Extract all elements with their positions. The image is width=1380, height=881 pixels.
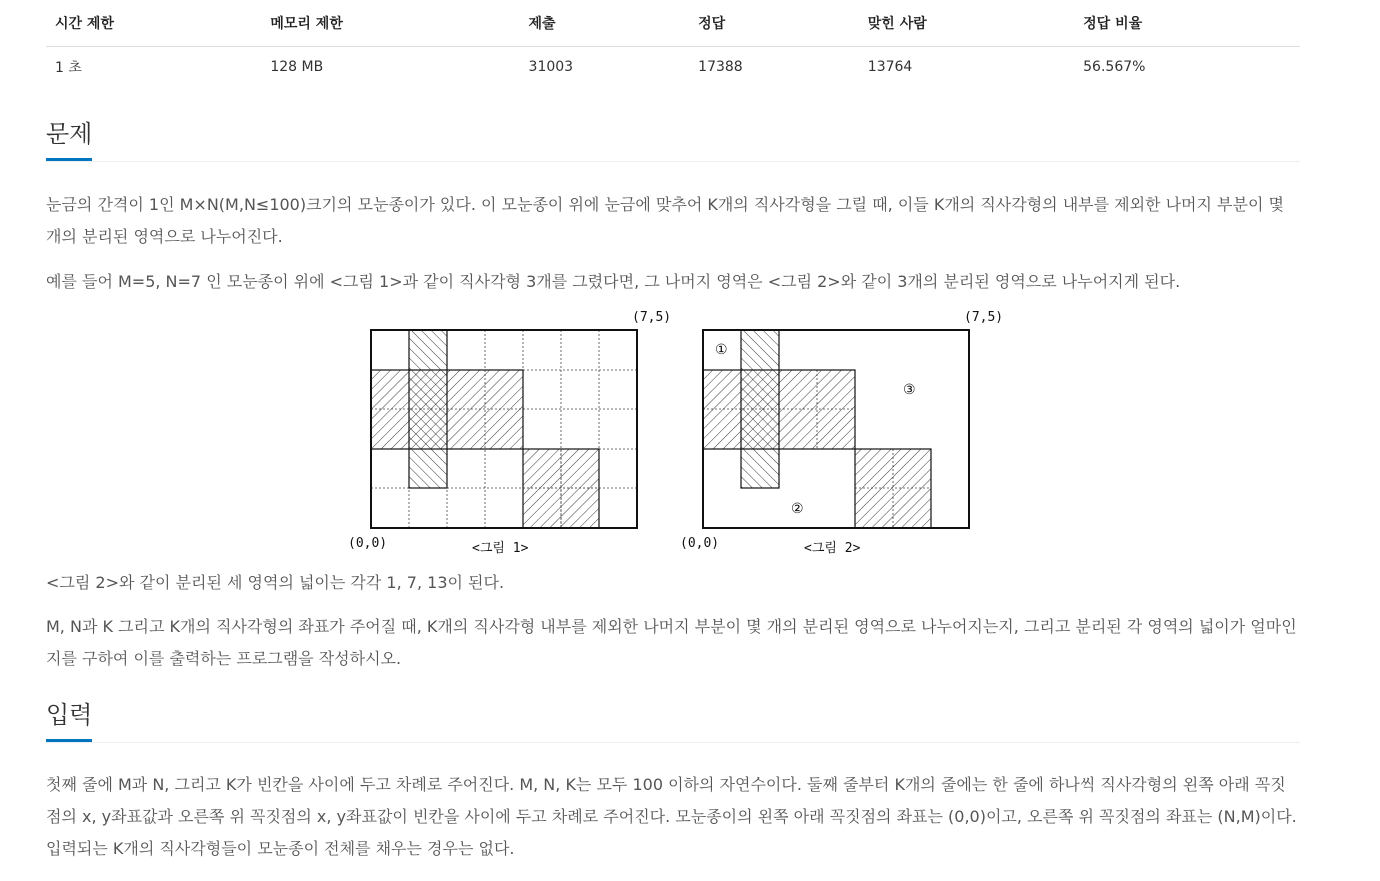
problem-paragraph-4: M, N과 K 그리고 K개의 직사각형의 좌표가 주어질 때, K개의 직사각형 내부를 제외한 나머지 부분이 몇 개의 분리된 영역으로 나누어지는지, 그리고 분리된 각 영역의 넓이가 얼마인지를 구하여 이를 출력하는 프로그램을 작성하시오. — [46, 617, 1297, 668]
problem-info-table — [46, 0, 1300, 87]
value-accept-ratio: 56.567% — [1083, 59, 1146, 75]
header-accepted: 정답 — [689, 0, 859, 47]
figure-2-corner: (7,5) — [964, 310, 1004, 325]
problem-figure — [340, 306, 1020, 566]
info-header-row — [46, 0, 1300, 47]
figure-1 — [371, 330, 637, 528]
input-description — [46, 769, 1300, 865]
header-submissions: 제출 — [520, 0, 690, 47]
problem-example — [46, 266, 1300, 298]
figure-1-origin: (0,0) — [348, 536, 388, 551]
figure-1-rect-b — [409, 330, 447, 488]
header-memory-limit: 메모리 제한 — [261, 0, 519, 47]
input-section — [46, 686, 1300, 743]
info-value-row — [46, 47, 1300, 88]
figure-2-region-3: ③ — [903, 382, 916, 398]
input-paragraph-1: 첫째 줄에 M과 N, 그리고 K가 빈칸을 사이에 두고 차례로 주어진다. M, N, K는 모두 100 이하의 자연수이다. 둘째 줄부터 K개의 줄에는 한 줄에 하나씩 직사각형의 왼쪽 아래 꼭짓점의 x, y좌표값과 오른쪽 위 꼭짓점의 x, y좌표값이 빈칸을 사이에 두고 차례로 주어진다. 모눈종이의 왼쪽 아래 꼭짓점의 좌표는 (0,0)이고, 오른쪽 위 꼭짓점의 좌표는 (N,M)이다. 입력되는 K개의 직사각형들이 모눈종이 전체를 채우는 경우는 없다. — [46, 775, 1297, 858]
value-solved-users: 13764 — [867, 59, 913, 75]
value-submissions: 31003 — [528, 59, 574, 75]
figure-2-rect-b — [741, 330, 779, 488]
problem-areas — [46, 567, 1300, 599]
input-headline — [46, 686, 1300, 743]
header-accept-ratio: 정답 비율 — [1074, 0, 1300, 47]
figure-2-rect-c — [855, 449, 931, 528]
problem-paragraph-3: <그림 2>와 같이 분리된 세 영역의 넓이는 각각 1, 7, 13이 된다. — [46, 573, 505, 592]
problem-title: 문제 — [46, 120, 92, 161]
figure-2-origin: (0,0) — [680, 536, 720, 551]
problem-section — [46, 105, 1300, 162]
problem-info — [46, 0, 1300, 87]
problem-task — [46, 611, 1300, 675]
figure-1-caption: <그림 1> — [472, 541, 529, 556]
problem-description — [46, 189, 1300, 253]
figure-1-rect-c — [523, 449, 599, 528]
header-time-limit: 시간 제한 — [46, 0, 261, 47]
figure-svg — [340, 306, 1020, 562]
problem-headline — [46, 105, 1300, 162]
figure-2 — [703, 330, 969, 528]
input-title: 입력 — [46, 701, 92, 742]
figure-2-region-1: ① — [715, 342, 728, 358]
figure-1-corner: (7,5) — [632, 310, 672, 325]
problem-paragraph-1: 눈금의 간격이 1인 M×N(M,N≤100)크기의 모눈종이가 있다. 이 모눈종이 위에 눈금에 맞추어 K개의 직사각형을 그릴 때, 이들 K개의 직사각형의 내부를 제외한 나머지 부분이 몇 개의 분리된 영역으로 나누어진다. — [46, 195, 1284, 246]
header-solved-users: 맞힌 사람 — [859, 0, 1074, 47]
value-memory-limit: 128 MB — [270, 59, 324, 75]
figure-2-caption: <그림 2> — [804, 541, 861, 556]
value-accepted: 17388 — [698, 59, 743, 75]
value-time-limit: 1 초 — [55, 60, 82, 76]
problem-paragraph-2: 예를 들어 M=5, N=7 인 모눈종이 위에 <그림 1>과 같이 직사각형 3개를 그렸다면, 그 나머지 영역은 <그림 2>와 같이 3개의 분리된 영역으로 나누어지게 된다. — [46, 272, 1181, 291]
figure-2-region-2: ② — [791, 501, 804, 517]
